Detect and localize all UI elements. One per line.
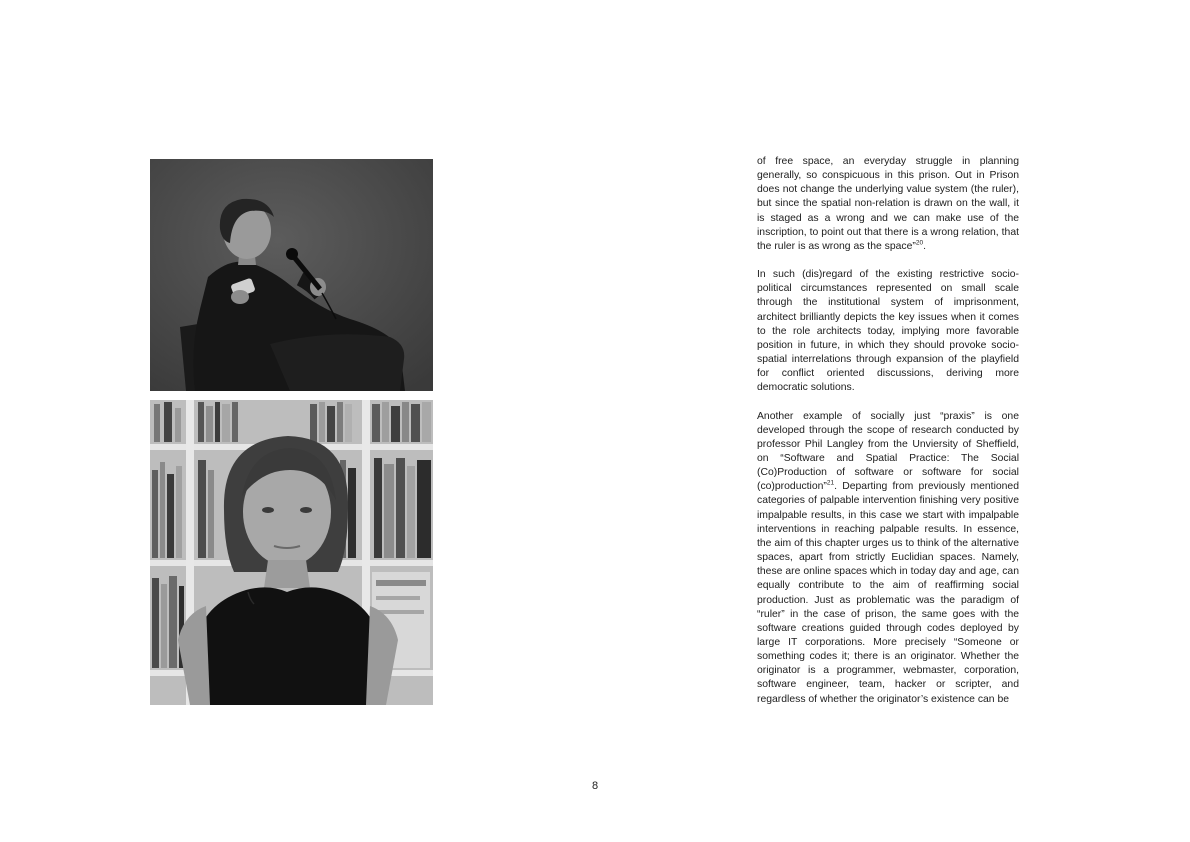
speaker-photo-image — [150, 159, 433, 391]
paragraph-2 — [757, 268, 1019, 395]
footnote-ref-21: 21 — [826, 479, 835, 487]
paragraph-1-text: of free space, an everyday struggle in planning generally, so conspicuous in this prison. Out in Prison does not change the underlying value system (the ruler), but since the spatial non-relation is drawn on the wall, it is staged as a wrong and we can make use of the inscription, to point out that there is a wrong relation, that the ruler is as wrong as the space” — [757, 156, 1019, 252]
paragraph-1-after: . — [923, 240, 926, 252]
speaker-photo — [150, 159, 433, 391]
paragraph-3-text: Another example of socially just “praxis” is one developed through the scope of research conducted by professor Phil Langley from the Unviersity of Sheffield, on “Software and Spatial Practice: The Social (Co)Production of software or software for social (co)production” — [757, 410, 1019, 493]
footnote-ref-20: 20 — [915, 239, 924, 247]
paragraph-3 — [757, 410, 1019, 707]
paragraph-2-text: In such (dis)regard of the existing restrictive socio-political circumstances represented on small scale through the institutional system of imprisonment, architect brilliantly depicts the key issues when it comes to the role architects today, implying more favorable position in future, in which they should provoke socio-spatial interrelations through expansion of the playfield for conflict oriented discussions, deriving more democratic solutions. — [757, 269, 1019, 394]
paragraph-3-after: . Departing from previously mentioned categories of palpable intervention finishing very positive impalpable results, in this case we start with impalpable interventions in reaching palpable results. In essence, the aim of this chapter urges us to think of the alternative spaces, apart from strictly Euclidian spaces. Namely, these are online spaces which in today day and age, can equally contribute to the aim of reaffirming social production. Just as problematic was the paradigm of “ruler” in the case of prison, the same goes with the software creations guided through codes deployed by large IT corporations. More precisely “Someone or something codes it; there is an originator. Whether the originator is a programmer, webmaster, corporation, software engineer, team, hacker or scripter, and regardless of whether the originator’s existence can be — [757, 481, 1019, 705]
portrait-photo — [150, 400, 433, 705]
body-text-column — [757, 155, 1019, 721]
paragraph-1 — [757, 155, 1019, 254]
page-number: 8 — [591, 780, 599, 792]
portrait-photo-image — [150, 400, 433, 705]
